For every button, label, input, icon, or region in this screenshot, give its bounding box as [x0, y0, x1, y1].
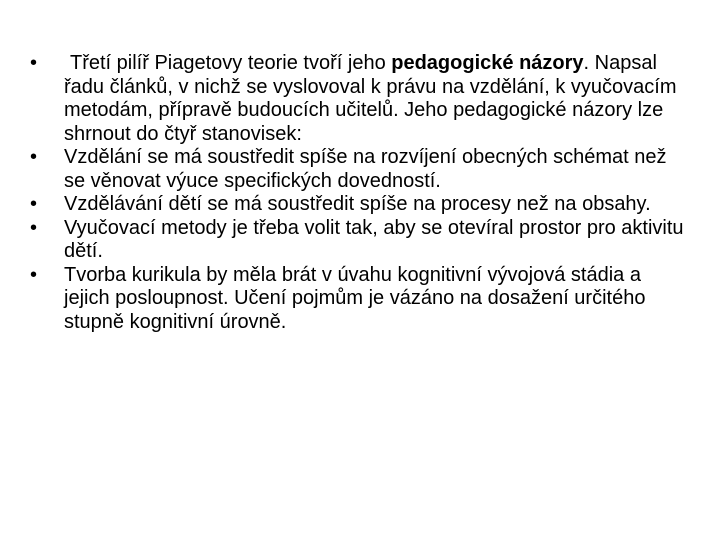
bullet-marker: •: [30, 263, 38, 286]
bullet-marker: •: [30, 146, 38, 168]
bullet-marker: •: [30, 52, 38, 74]
bullet-marker: •: [30, 193, 38, 215]
bullet-item-general-schemes: [30, 146, 690, 193]
bullet-text: Vzdělání se má soustředit spíše na rozvíjení obecných schémat než se věnovat výuce specifických dovedností.: [64, 146, 667, 192]
bullet-item-intro: [30, 52, 690, 146]
intro-text-bold: pedagogické názory: [391, 52, 584, 74]
bullet-item-curriculum: [30, 264, 690, 335]
bullet-text: Tvorba kurikula by měla brát v úvahu kognitivní vývojová stádia a jejich posloupnost. Učení pojmům je vázáno na dosažení určitého stupně kognitivní úrovně.: [64, 263, 646, 333]
bullet-marker: •: [30, 216, 38, 239]
bullet-text: Vyučovací metody je třeba volit tak, aby se otevíral prostor pro aktivitu dětí.: [64, 216, 684, 262]
intro-text-after: . Napsal řadu článků, v nichž se vyslovoval k právu na vzdělání, k vyučovacím metodám, přípravě budoucích učitelů. Jeho pedagogické názory lze shrnout do čtyř stanovisek:: [64, 52, 677, 145]
bullet-item-processes: [30, 193, 690, 217]
bullet-list: [30, 52, 690, 334]
bullet-item-methods: [30, 217, 690, 264]
bullet-text: Vzdělávání dětí se má soustředit spíše na procesy než na obsahy.: [64, 193, 651, 215]
intro-text-before: Třetí pilíř Piagetovy teorie tvoří jeho: [70, 52, 392, 74]
